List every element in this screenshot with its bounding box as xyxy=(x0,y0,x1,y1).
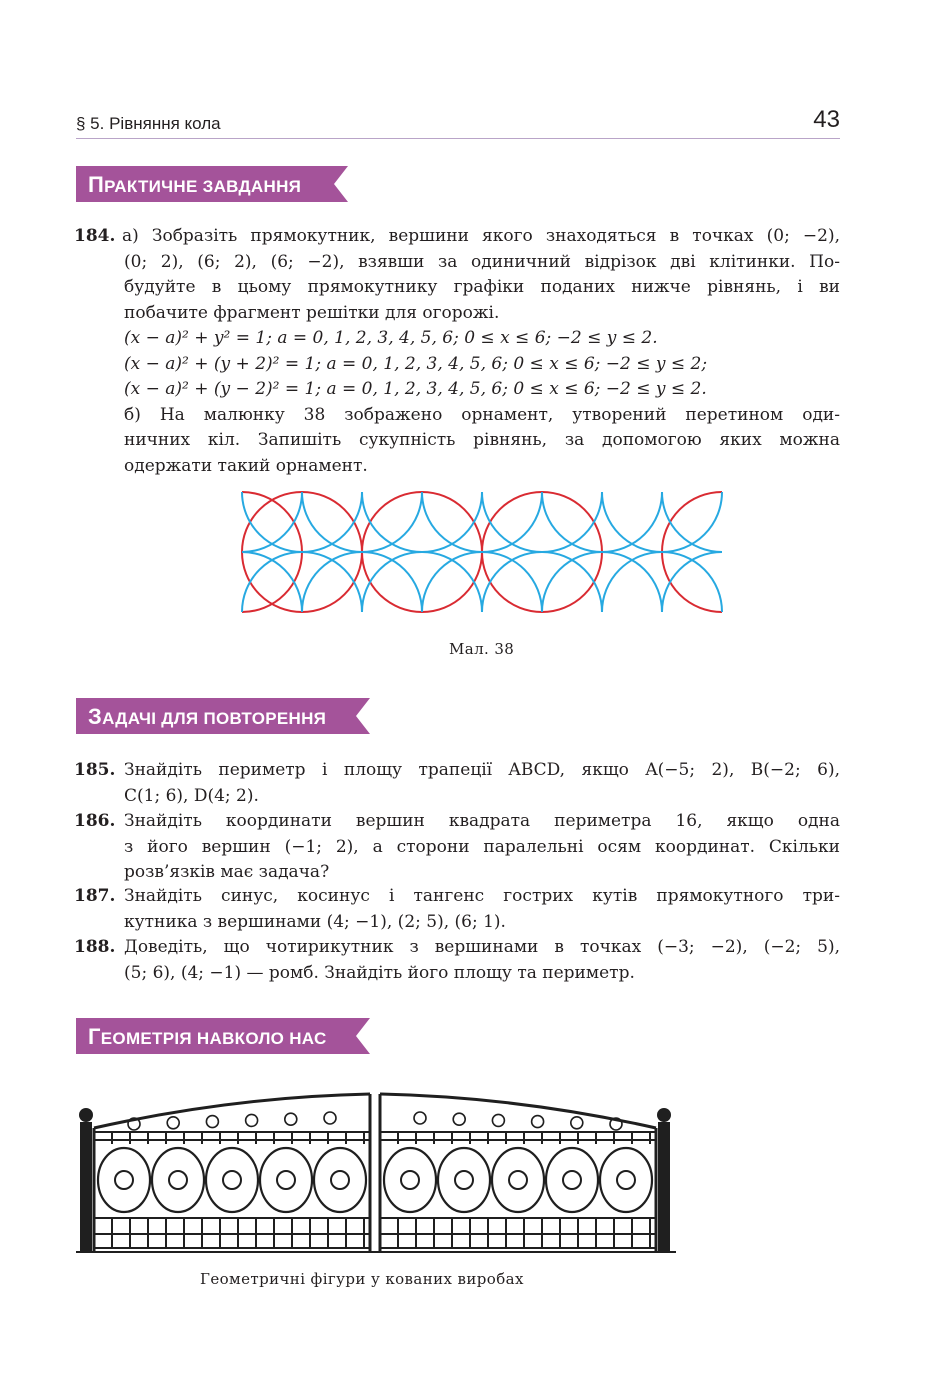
gate-top-arch xyxy=(380,1094,656,1128)
task-text-line: кутника з вершинами (4; −1), (2; 5), (6; 1). xyxy=(124,911,506,932)
task-text-line: (0; 2), (6; 2), (6; −2), взявши за одиничний відрізок дві клітинки. По- xyxy=(124,251,840,272)
task-text-line: ничних кіл. Запишіть сукупність рівнянь, за допомогою яких можна xyxy=(124,430,840,450)
task-text-line: а) Зобразіть прямокутник, вершини якого знаходяться в точках (0; −2), xyxy=(122,226,840,246)
scroll-ring xyxy=(260,1148,312,1212)
task-184 xyxy=(74,224,840,479)
arch-curl xyxy=(324,1112,336,1124)
scroll-curl xyxy=(617,1171,635,1189)
arch-curl xyxy=(492,1114,504,1126)
scroll-ring xyxy=(384,1148,436,1212)
task-text-line: б) На малюнку 38 зображено орнамент, утворений перетином оди- xyxy=(124,404,840,425)
section-banner-practical xyxy=(76,166,348,202)
section-banner-around xyxy=(76,1018,370,1054)
task-text-line: з його вершин (−1; 2), а сторони паралельні осям координат. Скільки xyxy=(124,836,840,857)
arch-curl xyxy=(246,1114,258,1126)
scroll-ring xyxy=(438,1148,490,1212)
scroll-curl xyxy=(455,1171,473,1189)
task-number: 186. xyxy=(74,811,116,831)
task-text-line: побачите фрагмент решітки для огорожі. xyxy=(124,302,500,323)
task-number: 188. xyxy=(74,937,116,957)
scroll-ring xyxy=(546,1148,598,1212)
section-title: ЗАДАЧІ ДЛЯ ПОВТОРЕННЯ xyxy=(88,704,327,729)
task-number: 184. xyxy=(74,226,116,246)
task-text-line: розв’язків має задача? xyxy=(124,862,330,882)
task-185 xyxy=(74,758,840,809)
photo-caption: Геометричні фігури у кованих виробах xyxy=(200,1270,524,1288)
section-banner-review xyxy=(76,698,370,734)
scroll-ring xyxy=(98,1148,150,1212)
task-text-line: будуйте в цьому прямокутнику графіки поданих нижче рівнянь, і ви xyxy=(124,277,840,297)
scroll-ring xyxy=(152,1148,204,1212)
post-finial xyxy=(79,1108,93,1122)
wrought-iron-fence-image xyxy=(76,1088,676,1254)
task-text-line: (5; 6), (4; −1) — ромб. Знайдіть його площу та периметр. xyxy=(124,962,635,983)
equation-line: (x − a)² + (y + 2)² = 1; a = 0, 1, 2, 3, 4, 5, 6; 0 ≤ x ≤ 6; −2 ≤ y ≤ 2; xyxy=(124,353,708,374)
gate-top-arch xyxy=(94,1094,370,1128)
page-number: 43 xyxy=(813,106,840,133)
running-title: § 5. Рівняння кола xyxy=(76,114,221,133)
arch-curl xyxy=(167,1117,179,1129)
task-text-line: C(1; 6), D(4; 2). xyxy=(124,785,259,806)
equation-line: (x − a)² + (y − 2)² = 1; a = 0, 1, 2, 3, 4, 5, 6; 0 ≤ x ≤ 6; −2 ≤ y ≤ 2. xyxy=(124,379,707,399)
task-number: 185. xyxy=(74,760,116,780)
scroll-ring xyxy=(492,1148,544,1212)
arch-curl xyxy=(285,1113,297,1125)
task-text-line: Доведіть, що чотирикутник з вершинами в точках (−3; −2), (−2; 5), xyxy=(124,937,840,957)
ornament-figure xyxy=(240,490,724,616)
section-title: ПРАКТИЧНЕ ЗАВДАННЯ xyxy=(88,172,302,197)
task-186 xyxy=(74,809,840,886)
running-header xyxy=(76,106,840,139)
task-187 xyxy=(74,884,840,935)
scroll-curl xyxy=(169,1171,187,1189)
task-text-line: Знайдіть координати вершин квадрата периметра 16, якщо одна xyxy=(124,811,840,831)
scroll-curl xyxy=(331,1171,349,1189)
scroll-ring xyxy=(206,1148,258,1212)
arch-curl xyxy=(414,1112,426,1124)
scroll-curl xyxy=(563,1171,581,1189)
arch-curl xyxy=(206,1116,218,1128)
scroll-ring xyxy=(314,1148,366,1212)
scroll-curl xyxy=(223,1171,241,1189)
fence-post xyxy=(80,1122,92,1252)
arch-curl xyxy=(453,1113,465,1125)
scroll-curl xyxy=(401,1171,419,1189)
equation-line: (x − a)² + y² = 1; a = 0, 1, 2, 3, 4, 5, 6; 0 ≤ x ≤ 6; −2 ≤ y ≤ 2. xyxy=(124,328,658,348)
scroll-curl xyxy=(115,1171,133,1189)
section-title: ГЕОМЕТРІЯ НАВКОЛО НАС xyxy=(88,1024,327,1049)
task-text-line: Знайдіть периметр і площу трапеції ABCD, якщо A(−5; 2), B(−2; 6), xyxy=(124,760,840,780)
post-finial xyxy=(657,1108,671,1122)
scroll-curl xyxy=(277,1171,295,1189)
task-text-line: одержати такий орнамент. xyxy=(124,455,368,476)
task-188 xyxy=(74,935,840,986)
figure-caption: Мал. 38 xyxy=(449,640,515,658)
arch-curl xyxy=(571,1117,583,1129)
scroll-curl xyxy=(509,1171,527,1189)
arch-curl xyxy=(532,1116,544,1128)
task-text-line: Знайдіть синус, косинус і тангенс гострих кутів прямокутного три- xyxy=(124,886,840,906)
fence-post xyxy=(658,1122,670,1252)
task-number: 187. xyxy=(74,886,116,906)
scroll-ring xyxy=(600,1148,652,1212)
